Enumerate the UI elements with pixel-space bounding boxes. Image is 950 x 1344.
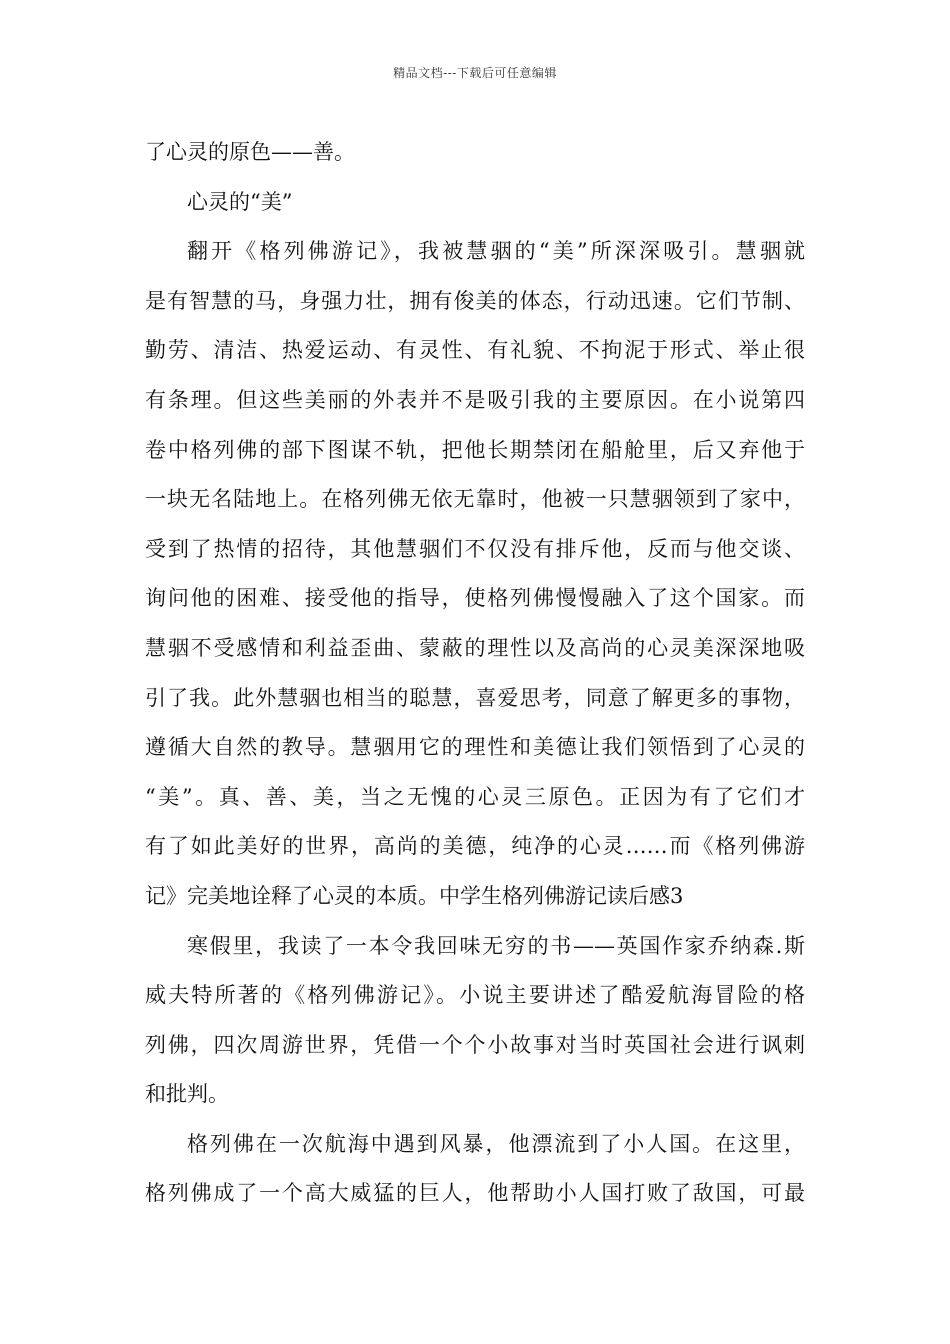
text-line: 有条理。但这些美丽的外表并不是吸引我的主要原因。在小说第四 [145,387,805,412]
text-line: 慧骃不受感情和利益歪曲、蒙蔽的理性以及高尚的心灵美深深地吸 [145,635,805,660]
text-line: “美”。真、善、美，当之无愧的心灵三原色。正因为有了它们才 [145,784,805,809]
text-line: 询问他的困难、接受他的指导，使格列佛慢慢融入了这个国家。而 [145,586,805,611]
text-line: 卷中格列佛的部下图谋不轨，把他长期禁闭在船舱里，后又弃他于 [145,437,805,462]
text-line: 格列佛成了一个高大威猛的巨人，他帮助小人国打败了敌国，可最 [145,1181,805,1206]
text-line: 勤劳、清洁、热爱运动、有灵性、有礼貌、不拘泥于形式、举止很 [145,338,805,363]
text-line: 有了如此美好的世界，高尚的美德，纯净的心灵……而《格列佛游 [145,834,805,859]
text-line: 受到了热情的招待，其他慧骃们不仅没有排斥他，反而与他交谈、 [145,536,805,561]
text-line: 格列佛在一次航海中遇到风暴，他漂流到了小人国。在这里， [187,1131,805,1156]
text-line: 寒假里，我读了一本令我回味无穷的书——英国作家乔纳森.斯 [187,933,805,958]
text-line: 和批判。 [145,1082,229,1107]
text-line: 心灵的“美” [187,189,293,214]
text-line: 遵循大自然的教导。慧骃用它的理性和美德让我们领悟到了心灵的 [145,735,805,760]
text-line: 是有智慧的马，身强力壮，拥有俊美的体态，行动迅速。它们节制、 [145,288,805,313]
text-line: 记》完美地诠释了心灵的本质。中学生格列佛游记读后感3 [145,883,684,908]
page-header: 精品文档---下载后可任意编辑 [393,66,557,80]
text-line: 了心灵的原色——善。 [145,140,355,164]
text-line: 翻开《格列佛游记》，我被慧骃的“美”所深深吸引。慧骃就 [187,239,805,264]
text-line: 列佛，四次周游世界，凭借一个个小故事对当时英国社会进行讽刺 [145,1032,805,1057]
text-line: 一块无名陆地上。在格列佛无依无靠时，他被一只慧骃领到了家中， [145,487,805,512]
text-line: 引了我。此外慧骃也相当的聪慧，喜爱思考，同意了解更多的事物， [145,685,805,710]
text-line: 威夫特所著的《格列佛游记》。小说主要讲述了酷爱航海冒险的格 [145,983,805,1008]
body-text [145,128,805,1219]
